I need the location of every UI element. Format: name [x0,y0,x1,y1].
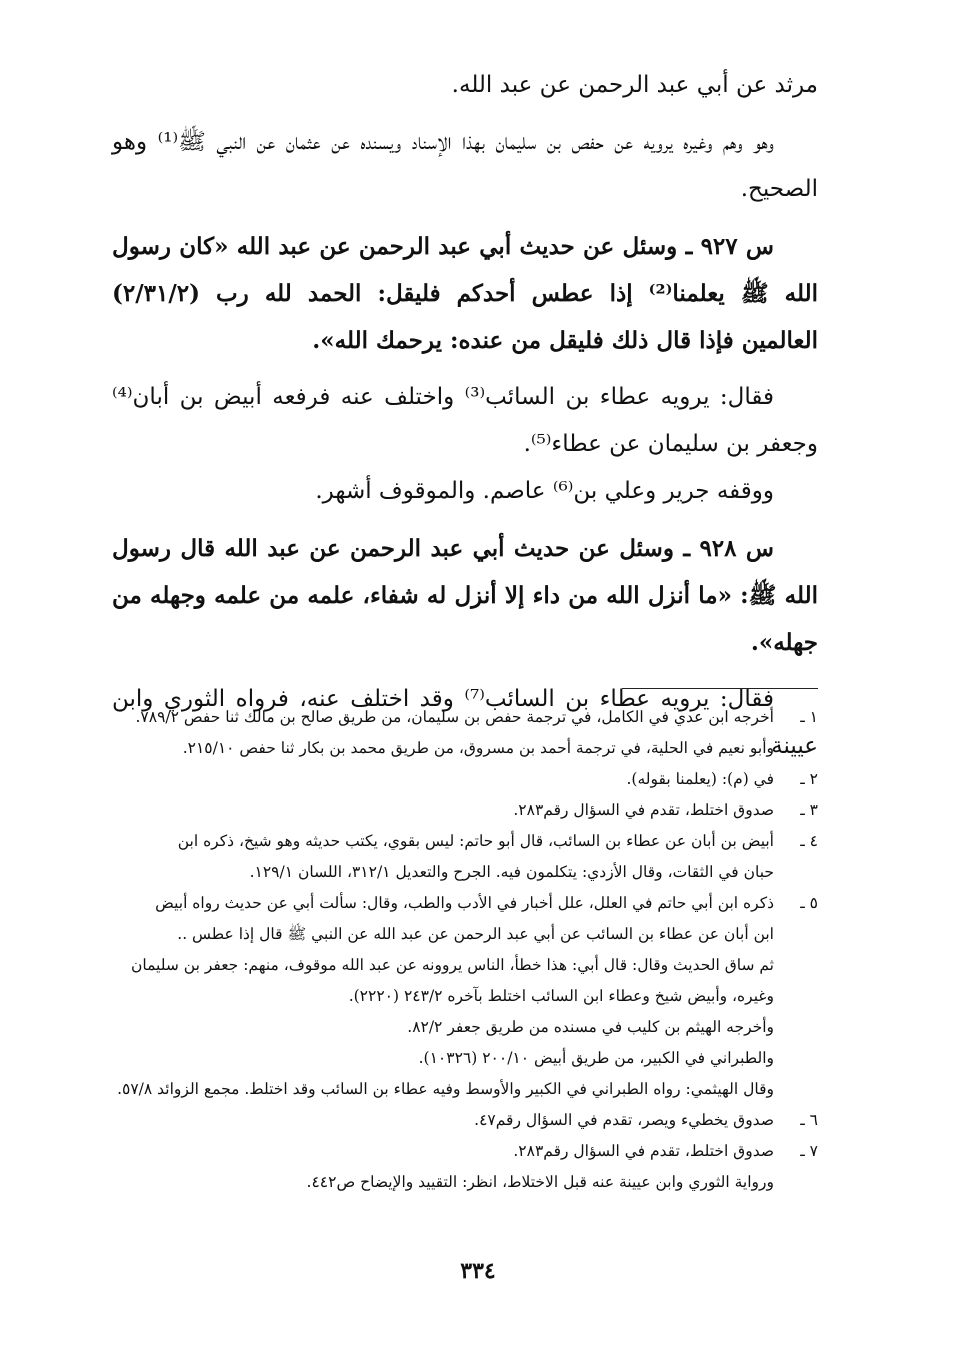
footnote-line: أبيض بن أبان عن عطاء بن السائب، قال أبو حاتم: ليس بقوي، يكتب حديثه وهو شيخ، ذكره ابن [177,832,774,850]
footnote [112,795,818,826]
footnote-number: ٣ ـ [800,801,818,819]
question-paragraph: س ٩٢٨ ـ وسئل عن حديث أبي عبد الرحمن عن عبد الله قال رسول الله ﷺ: «ما أنزل الله من داء إلا أنزل له شفاء، علمه من علمه وجهله من جهله». [112,535,818,656]
paragraph: فقال: يرويه عطاء بن السائب⁽⁷⁾ وقد اختلف عنه، فرواه الثوري وابن عيينة [112,686,818,759]
footnote-line: صدوق اختلط، تقدم في السؤال رقم٢٨٣. [513,1142,774,1160]
paragraph: مرثد عن أبي عبد الرحمن عن عبد الله. [451,72,818,98]
footnote-number: ٤ ـ [800,832,818,850]
footnote-line: وقال الهيثمي: رواه الطبراني في الكبير والأوسط وفيه عطاء بن السائب وقد اختلط. مجمع الزوائد ٥٧/٨. [117,1080,774,1098]
footnote-number: ٧ ـ [800,1142,818,1160]
footnote [112,1136,818,1198]
paragraph: وهو وهم وغيره يرويه عن حفص بن سليمان بهذا الإسناد ويسنده عن عثمان عن النبي ﷺ⁽¹⁾ وهو الصحيح. [112,129,818,202]
paragraph: ووقفه جرير وعلي بن⁽⁶⁾ عاصم. والموقوف أشهر. [315,478,774,504]
footnote-line: صدوق يخطيء ويصر، تقدم في السؤال رقم٤٧. [474,1111,774,1129]
footnote-divider [622,688,818,689]
footnote-number: ٦ ـ [800,1111,818,1129]
footnote-line: وغيره، وأبيض شيخ وعطاء ابن السائب اختلط بآخره ٢٤٣/٢ (٢٢٢٠). [348,987,774,1005]
footnote [112,826,818,888]
footnote-line: صدوق اختلط، تقدم في السؤال رقم٢٨٣. [513,801,774,819]
footnote-line: ثم ساق الحديث وقال: قال أبي: هذا خطأ، الناس يروونه عن عبد الله موقوف، منهم: جعفر بن سليمان [130,956,774,974]
paragraph: فقال: يرويه عطاء بن السائب⁽³⁾ واختلف عنه فرفعه أبيض بن أبان⁽⁴⁾ وجعفر بن سليمان عن عطاء⁽⁵⁾. [112,384,818,457]
footnote [112,1105,818,1136]
footnote-line: حبان في الثقات، وقال الأزدي: يتكلمون فيه. الجرح والتعديل ٣١٢/١، اللسان ١٢٩/١. [249,863,774,881]
footnote [112,702,818,764]
footnote-line: وأخرجه الهيثم بن كليب في مسنده من طريق جعفر ٨٢/٢. [407,1018,774,1036]
footnote [112,764,818,795]
footnote [112,888,818,1105]
footnote-line: ابن أبان عن عطاء بن السائب عن أبي عبد الرحمن عن عبد الله عن النبي ﷺ قال إذا عطس .. [177,925,774,943]
footnote-line: ورواية الثوري وابن عيينة عنه قبل الاختلاط، انظر: التقييد والإيضاح ص٤٤٢. [306,1173,774,1191]
footnote-number: ١ ـ [800,708,818,726]
page-number: ٣٣٤ [460,1258,496,1284]
footnote-number: ٢ ـ [800,770,818,788]
main-text [112,62,818,770]
question-paragraph: س ٩٢٧ ـ وسئل عن حديث أبي عبد الرحمن عن عبد الله «كان رسول الله ﷺ يعلمنا⁽²⁾ إذا عطس أحدكم فليقل: الحمد لله رب (٢/٣١/٢) العالمين فإذا قال ذلك فليقل من عنده: يرحمك الله». [112,233,818,354]
footnote-line: في (م): (يعلمنا بقوله). [626,770,774,788]
footnote-line: ذكره ابن أبي حاتم في العلل، علل أخبار في الأدب والطب، وقال: سألت أبي عن حديث رواه أبيض [155,894,774,912]
footnotes [112,702,818,1198]
footnote-line: أخرجه ابن عدي في الكامل، في ترجمة حفص بن سليمان، من طريق صالح بن مالك ثنا حفص ٧٨٩/٢. [135,708,774,726]
footnote-line: والطبراني في الكبير، من طريق أبيض ٢٠٠/١٠ (١٠٣٢٦). [418,1049,774,1067]
footnote-line: وأبو نعيم في الحلية، في ترجمة أحمد بن مسروق، من طريق محمد بن بكار ثنا حفص ٢١٥/١٠. [182,739,774,757]
footnote-number: ٥ ـ [800,894,818,912]
